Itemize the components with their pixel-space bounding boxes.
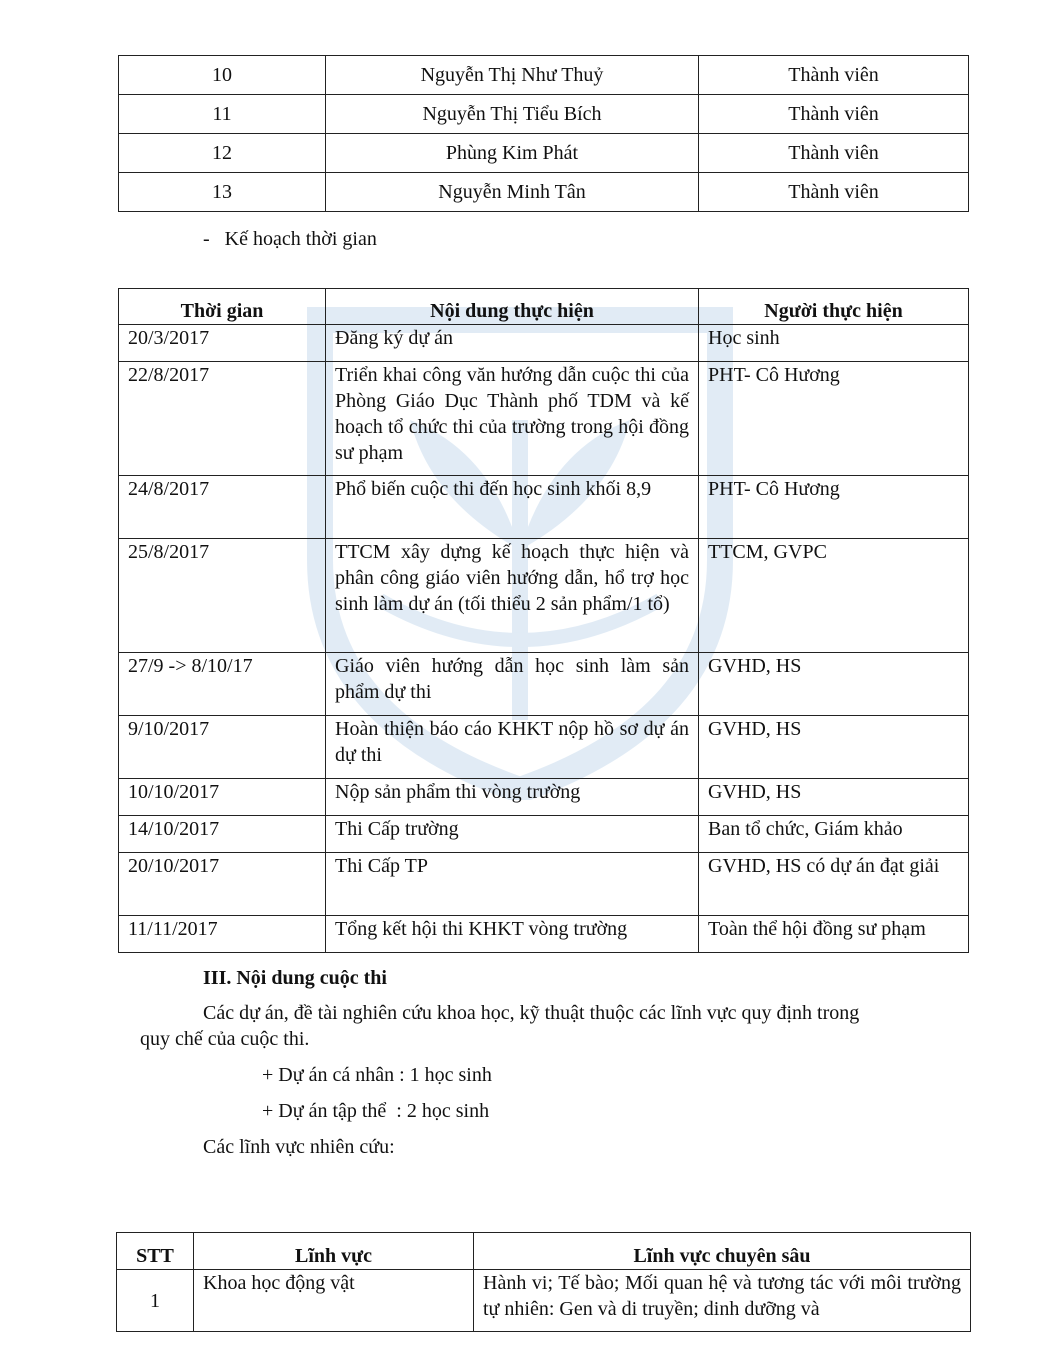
table-row [119, 916, 969, 953]
schedule-who: GVHD, HS [699, 779, 969, 816]
member-name: Phùng Kim Phát [326, 134, 699, 173]
table-row [119, 173, 969, 212]
table-row [119, 716, 969, 779]
list-item: + Dự án tập thể : 2 học sinh [262, 1100, 490, 1122]
schedule-content: Nộp sản phẩm thi vòng trường [326, 779, 699, 816]
table-row [119, 539, 969, 653]
schedule-who: GVHD, HS có dự án đạt giải [699, 853, 969, 916]
member-role: Thành viên [699, 56, 969, 95]
col-header-field: Lĩnh vực [194, 1233, 474, 1270]
schedule-content: Giáo viên hướng dẫn học sinh làm sản phẩm dự thi [326, 653, 699, 716]
table-row [119, 779, 969, 816]
schedule-date: 27/9 -> 8/10/17 [119, 653, 326, 716]
section-title: III. Nội dung cuộc thi [203, 967, 387, 989]
schedule-who: Toàn thể hội đồng sư phạm [699, 916, 969, 953]
schedule-content: Phổ biến cuộc thi đến học sinh khối 8,9 [326, 476, 699, 539]
schedule-content: Thi Cấp TP [326, 853, 699, 916]
member-stt: 13 [119, 173, 326, 212]
table-row [117, 1270, 971, 1332]
schedule-content: Hoàn thiện báo cáo KHKT nộp hồ sơ dự án dự thi [326, 716, 699, 779]
schedule-who: GVHD, HS [699, 653, 969, 716]
bullet-dash: - [203, 228, 225, 250]
member-role: Thành viên [699, 134, 969, 173]
table-row [119, 362, 969, 476]
table-row [119, 325, 969, 362]
table-row [119, 853, 969, 916]
schedule-date: 20/10/2017 [119, 853, 326, 916]
schedule-who: GVHD, HS [699, 716, 969, 779]
table-header-row [119, 289, 969, 325]
list-item: + Dự án cá nhân : 1 học sinh [262, 1064, 492, 1086]
col-header-time: Thời gian [119, 289, 326, 325]
field-name: Khoa học động vật [194, 1270, 474, 1332]
member-role: Thành viên [699, 95, 969, 134]
schedule-who: TTCM, GVPC [699, 539, 969, 653]
schedule-who: PHT- Cô Hương [699, 362, 969, 476]
col-header-detail: Lĩnh vực chuyên sâu [474, 1233, 971, 1270]
schedule-heading: - Kế hoạch thời gian [203, 228, 377, 250]
schedule-who: Học sinh [699, 325, 969, 362]
fields-table [116, 1232, 971, 1332]
table-row [119, 95, 969, 134]
table-row [119, 653, 969, 716]
paragraph-line: quy chế của cuộc thi. [140, 1028, 310, 1050]
member-name: Nguyễn Thị Như Thuỷ [326, 56, 699, 95]
schedule-date: 9/10/2017 [119, 716, 326, 779]
schedule-content: Tổng kết hội thi KHKT vòng trường [326, 916, 699, 953]
field-detail: Hành vi; Tế bào; Mối quan hệ và tương tác với môi trường tự nhiên: Gen và di truyền; dinh dưỡng và [474, 1270, 971, 1332]
member-stt: 12 [119, 134, 326, 173]
table-row [119, 134, 969, 173]
schedule-who: Ban tổ chức, Giám khảo [699, 816, 969, 853]
schedule-content: TTCM xây dựng kế hoạch thực hiện và phân công giáo viên hướng dẫn, hổ trợ học sinh làm dự án (tối thiểu 2 sản phẩm/1 tổ) [326, 539, 699, 653]
member-name: Nguyễn Thị Tiểu Bích [326, 95, 699, 134]
fields-intro: Các lĩnh vực nhiên cứu: [203, 1136, 395, 1158]
schedule-date: 22/8/2017 [119, 362, 326, 476]
schedule-date: 24/8/2017 [119, 476, 326, 539]
table-header-row [117, 1233, 971, 1270]
member-role: Thành viên [699, 173, 969, 212]
schedule-date: 20/3/2017 [119, 325, 326, 362]
table-row [119, 56, 969, 95]
members-table [118, 55, 969, 212]
schedule-table [118, 288, 969, 953]
schedule-who: PHT- Cô Hương [699, 476, 969, 539]
schedule-date: 11/11/2017 [119, 916, 326, 953]
col-header-content: Nội dung thực hiện [326, 289, 699, 325]
member-stt: 10 [119, 56, 326, 95]
col-header-stt: STT [117, 1233, 194, 1270]
schedule-date: 25/8/2017 [119, 539, 326, 653]
schedule-date: 14/10/2017 [119, 816, 326, 853]
field-stt: 1 [117, 1270, 194, 1332]
member-name: Nguyễn Minh Tân [326, 173, 699, 212]
schedule-content: Triển khai công văn hướng dẫn cuộc thi của Phòng Giáo Dục Thành phố TDM và kế hoạch tổ chức thi của trường trong hội đồng sư phạm [326, 362, 699, 476]
table-row [119, 816, 969, 853]
member-stt: 11 [119, 95, 326, 134]
schedule-content: Thi Cấp trường [326, 816, 699, 853]
table-row [119, 476, 969, 539]
col-header-who: Người thực hiện [699, 289, 969, 325]
paragraph-line: Các dự án, đề tài nghiên cứu khoa học, kỹ thuật thuộc các lĩnh vực quy định trong [203, 1002, 860, 1024]
schedule-content: Đăng ký dự án [326, 325, 699, 362]
schedule-date: 10/10/2017 [119, 779, 326, 816]
